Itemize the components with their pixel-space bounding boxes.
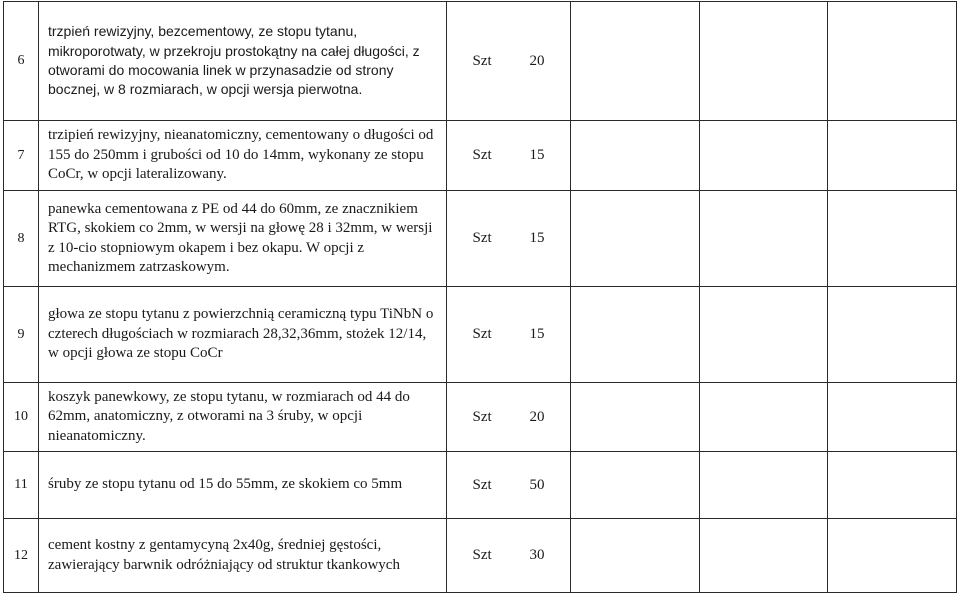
empty-cell (699, 287, 828, 383)
unit-quantity-cell (447, 287, 571, 383)
empty-cell (571, 383, 700, 452)
row-number: 10 (4, 383, 39, 452)
row-number: 8 (4, 191, 39, 287)
empty-cell (828, 452, 957, 519)
row-number: 6 (4, 2, 39, 121)
table-row (4, 383, 957, 452)
item-description: koszyk panewkowy, ze stopu tytanu, w rozmiarach od 44 do 62mm, anatomiczny, z otworami na 3 śruby, w opcji nieanatomiczny. (39, 383, 447, 452)
table-row (4, 121, 957, 191)
row-number: 12 (4, 519, 39, 593)
empty-cell (828, 287, 957, 383)
table-row (4, 2, 957, 121)
unit-quantity-cell (447, 452, 571, 519)
item-description: trzipień rewizyjny, nieanatomiczny, cementowany o długości od 155 do 250mm i grubości od 10 do 14mm, wykonany ze stopu CoCr, w opcji lateralizowany. (39, 121, 447, 191)
table-row (4, 287, 957, 383)
empty-cell (571, 519, 700, 593)
unit-label: Szt (472, 147, 492, 163)
empty-cell (699, 452, 828, 519)
quantity-value: 50 (529, 476, 545, 493)
item-description: panewka cementowana z PE od 44 do 60mm, ze znacznikiem RTG, skokiem co 2mm, w wersji na głowę 28 i 32mm, w wersji z 10-cio stopniowym okapem i bez okapu. W opcji z mechanizmem zatrzaskowym. (39, 191, 447, 287)
unit-label: Szt (472, 326, 492, 342)
table-row (4, 519, 957, 593)
empty-cell (699, 2, 828, 121)
table-row (4, 191, 957, 287)
empty-cell (699, 383, 828, 452)
empty-cell (699, 121, 828, 191)
item-description: trzpień rewizyjny, bezcementowy, ze stopu tytanu, mikroporotwaty, w przekroju prostokątny na całej długości, z otworami do mocowania linek w przynasadzie od strony bocznej, w 8 rozmiarach, w opcji wersja pierwotna. (39, 2, 447, 121)
empty-cell (571, 121, 700, 191)
unit-quantity-cell (447, 191, 571, 287)
quantity-value: 15 (529, 147, 545, 163)
empty-cell (828, 519, 957, 593)
unit-label: Szt (472, 52, 492, 69)
unit-label: Szt (472, 476, 492, 493)
quantity-value: 30 (529, 547, 545, 563)
unit-quantity-cell (447, 383, 571, 452)
quantity-value: 15 (529, 326, 545, 342)
unit-label: Szt (472, 547, 492, 563)
row-number: 9 (4, 287, 39, 383)
unit-quantity-cell (447, 121, 571, 191)
row-number: 7 (4, 121, 39, 191)
item-description: śruby ze stopu tytanu od 15 do 55mm, ze skokiem co 5mm (39, 452, 447, 519)
table-row (4, 452, 957, 519)
empty-cell (828, 191, 957, 287)
empty-cell (828, 383, 957, 452)
empty-cell (571, 287, 700, 383)
empty-cell (828, 121, 957, 191)
empty-cell (571, 2, 700, 121)
tender-items-table (3, 1, 957, 593)
unit-label: Szt (472, 408, 492, 425)
unit-quantity-cell (447, 519, 571, 593)
item-description: głowa ze stopu tytanu z powierzchnią ceramiczną typu TiNbN o czterech długościach w rozmiarach 28,32,36mm, stożek 12/14, w opcji głowa ze stopu CoCr (39, 287, 447, 383)
empty-cell (571, 452, 700, 519)
empty-cell (828, 2, 957, 121)
item-description: cement kostny z gentamycyną 2x40g, średniej gęstości, zawierający barwnik odróżniający od struktur tkankowych (39, 519, 447, 593)
unit-label: Szt (472, 230, 492, 246)
empty-cell (571, 191, 700, 287)
empty-cell (699, 519, 828, 593)
row-number: 11 (4, 452, 39, 519)
empty-cell (699, 191, 828, 287)
quantity-value: 20 (529, 52, 545, 69)
unit-quantity-cell (447, 2, 571, 121)
quantity-value: 15 (529, 230, 545, 246)
quantity-value: 20 (529, 408, 545, 425)
